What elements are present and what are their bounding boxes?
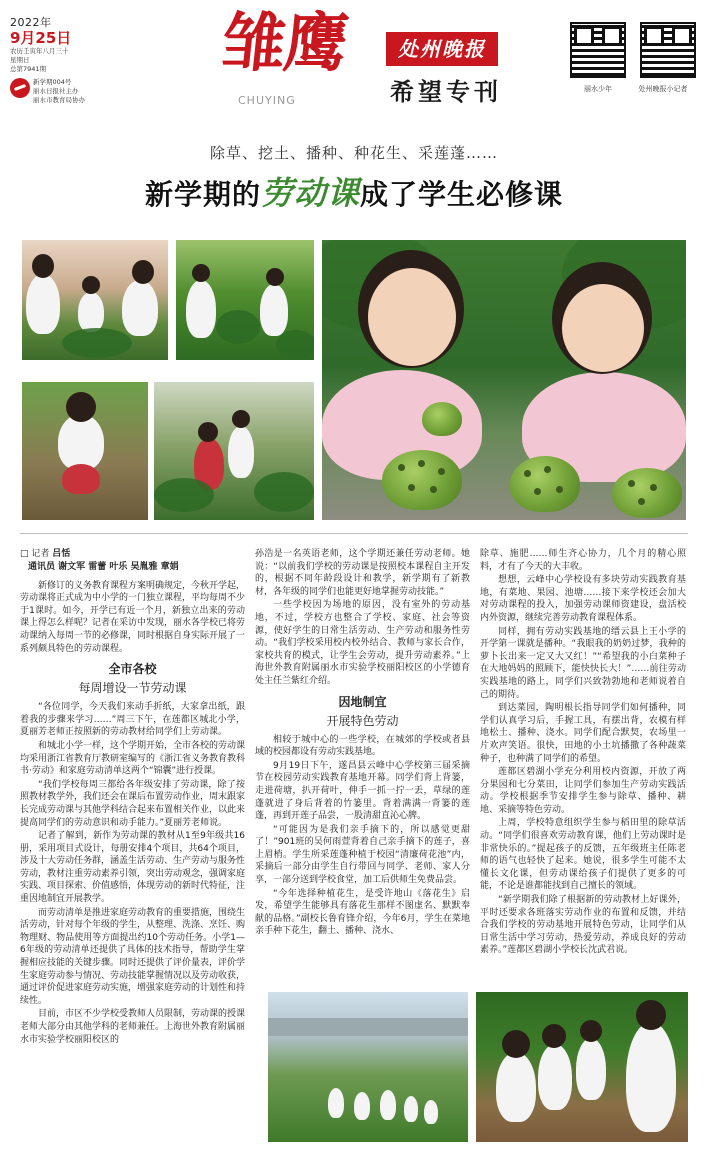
paragraph: 目前，市区不少学校受教师人员限制，劳动课的授课老师大部分由其他学科的老师兼任。上海世外教育附属丽水市实验学校丽阳校区的 — [20, 1009, 246, 1045]
headline-part: 成了学生必修课 — [360, 178, 564, 211]
paragraph: 想想，云峰中心学校设有多块劳动实践教育基地，有菜地、果园、池塘……接下来学校还会加大对劳动课程的投入，加强劳动课师资建设，盘活校内外资源，继续完善劳动教育课程体系。 — [480, 575, 686, 623]
paragraph: 9月19日下午，遂昌县云峰中心学校第三届采摘节在校园劳动实践教育基地开幕。同学们背上背篓，走进荷塘，扒开荷叶，伸手一抓一拧一丢，草绿的莲蓬就进了身后背着的竹篓里。背着满满一背篓的莲蓬，再到开莲子品尝，一股清甜直沁心脾。 — [255, 760, 470, 822]
correspondents: 通讯员 谢文军 雷蕾 叶乐 吴胤雅 章娟 — [28, 562, 179, 572]
paragraph: “我们学校每周三都给各年级安排了劳动课，除了按照教材教学外，我们还会在课后布置劳动作业，周末跟家长完成劳动课与其他学科结合起来布置相关作业，以此来提高同学们的劳动意识和动手能力。”夏丽芳老师说。 — [20, 779, 246, 828]
article-column-2 — [255, 548, 470, 939]
paragraph: “各位同学，今天我们来动手折纸，大家拿出纸，跟着我的步骤来学习……”周三下午，在莲都区城北小学，夏丽芳老师正按照新的劳动教材给同学们上劳动课。 — [20, 702, 245, 738]
article-column-1 — [20, 548, 245, 1047]
date-day: 9月25日 — [10, 29, 72, 47]
paragraph: “今年选择种植花生，是受许地山《落花生》启发，希望学生能够具有落花生那样不图虚名、默默奉献的品格。”副校长鲁育锋介绍，今年6月，学生在菜地亲手种下花生，翻土、播种、浇水、 — [255, 888, 470, 937]
paragraph: 而劳动清单是推进家庭劳动教育的重要措施，围绕生活劳动，针对每个年级的学生，从整理、洗涤、烹饪、购物理财、物品使用等方面提出约10个劳动任务。小学1—6年级的劳动清单还提供了具体的技术指导，帮助学生掌握相应技能的关键步骤。同时还提供了评价量表，评价学生家庭劳动参与情况、劳动技能掌握情况以及劳动收获，通过评价促进家庭劳动实施，增强家庭劳动的计划性和持续性。 — [20, 907, 246, 1006]
qr-code-icon[interactable] — [640, 22, 696, 78]
newspaper-logo-icon — [10, 78, 30, 98]
paragraph: 同样，拥有劳动实践基地的缙云县上王小学的开学第一课就是播种。“我眼我的奶奶过梦，我种的萝卜长出来一定又大又红！”“希望我的小白菜种子在大地妈妈的照顾下，能快快长大！”……前往劳动实践基地的路上，同学们兴致勃勃地和老师说着自己的期待。 — [480, 626, 686, 700]
subheading-line2: 开展特色劳动 — [326, 713, 399, 728]
paragraph: 相较于城中心的一些学校，在城郊的学校或者县域的校园都设有劳动实践基地。 — [255, 734, 470, 758]
date-year: 2022年 — [10, 16, 52, 29]
date-block — [10, 14, 118, 74]
paper-name-badge: 处州晚报 — [386, 32, 498, 66]
paragraph: “新学期我们除了根据新的劳动教材上好课外，平时还要求各班落实劳动作业的布置和反馈，并结合我们学校的劳动基地开展特色劳动，让同学们从日常生活中学习劳动，热爱劳动，养成良好的劳动素养。”莲都区碧湖小学校长沈武君说。 — [480, 895, 686, 956]
date-lunar: 农历壬寅年八月三十 — [10, 47, 69, 55]
reporter-name: 吕恬 — [52, 549, 71, 559]
brand-title: 雏鹰 — [218, 6, 350, 81]
paragraph: “可能因为是我们亲手摘下的，所以感觉更甜了！”901班的吴何雨萱背着自己亲手摘下的莲子，喜上眉梢。学生所采莲蓬种植于校园“清廉荷花池”内，采摘后一部分由学生自行带回与同学、老师、家人分享，一部分送到学校食堂，加工后供师生免费品尝。 — [255, 824, 470, 886]
page-title — [0, 168, 708, 214]
section-divider — [20, 533, 688, 534]
photo-teacher-kids — [476, 992, 688, 1142]
photo-boy-digging — [22, 382, 148, 520]
paragraph: 孙浩是一名英语老师，这个学期还兼任劳动老师。她说：“以前我们学校的劳动课是按照校本课程自主开发的，根据不同年龄段设计和教学，新学期有了新教材，各年级的同学们也能更好地掌握劳动技能。” — [255, 549, 470, 597]
qr-caption: 丽水少年 — [584, 85, 612, 93]
article-column-3 — [480, 548, 686, 958]
paragraph: 上周，学校特意组织学生参与稻田里的除草活动。“同学们很喜欢劳动教育课，他们上劳动课时是非常快乐的。”提起孩子的反馈，五年级班主任陈老师的语气也轻快了起来。她说，很多学生可能不太懂长文化课，但劳动课给孩子们提供了更多的可能，不论是谁都能找到自己擅长的领域。 — [480, 818, 686, 892]
photo-kids-lotus-pond — [154, 382, 314, 520]
byline — [20, 548, 245, 561]
paragraph: 和城北小学一样，这个学期开始，全市各校的劳动课均采用浙江省教育厅教研室编写的《浙江省义务教育教科书·劳动》和家庭劳动清单这两个“锦囊”进行授课。 — [20, 740, 246, 777]
headline-kicker: 除草、挖土、播种、种花生、采莲蓬…… — [209, 144, 498, 162]
photo-kids-weeding — [22, 240, 168, 360]
subheading: 因地制宜 — [338, 694, 387, 709]
qr-caption: 处州晚报小记者 — [638, 85, 688, 93]
org-block — [10, 78, 85, 105]
paragraph: 记者了解到，新作为劳动课的教材从1至9年级共16册，采用项目式设计，每册安排4个项目，共64个项目，涉及十大劳动任务群，涵盖生活劳动、生产劳动与服务性劳动，教材注重劳动素养引领，突出劳动观念，强调家庭实践、项目探索、价值感悟，体现劳动的新时代特征，注重因地制宜开展教学。 — [20, 831, 246, 905]
photo-kids-field — [176, 240, 314, 360]
paragraph: 到达菜园，陶明根长指导同学们如何播种，同学们认真学习后，手握工具，有摆出背，农模有样地松土、播种、浇水。同学们配合默契，农场里一片欢声笑语。很快，田地的小土坑播撒了各种蔬菜种子，也种满了同学们的希望。 — [480, 703, 686, 764]
special-edition-label: 希望专刊 — [390, 78, 502, 106]
photo-field-line — [268, 992, 468, 1142]
brand-english: CHUYING — [238, 94, 296, 107]
headline-part: 新学期的 — [144, 178, 261, 211]
paragraph: 新修订的义务教育课程方案明确规定，今秋开学起，劳动课将正式成为中小学的一门独立课程，平均每周不少于1课时。如今，开学已有近一个月，新独立出来的劳动课上得怎么样呢？记者在采访中发现，丽水各学校已将劳动课纳入每周一节的必修课，同时根据自身实际开展了一系列颇具特色的劳动课程。 — [20, 580, 246, 654]
subheading: 全市各校 — [108, 662, 157, 677]
paragraph: 莲都区碧湖小学充分利用校内资源，开放了两分果园和七分菜田，让同学们参加生产劳动实践活动。学校根据季节安排学生参与除草、播种、耕地、采摘等特色劳动。 — [480, 767, 686, 815]
photo-girls-lotus-seeds — [322, 240, 686, 520]
qr-code-icon[interactable] — [570, 22, 626, 78]
host-org: 丽水日报社主办 — [33, 87, 79, 95]
headline-accent: 劳动课 — [260, 174, 360, 212]
byline-label: □ 记者 — [20, 549, 50, 559]
paragraph: 除草、施肥……师生齐心协力，几个月的精心照料，才有了今天的大丰收。 — [480, 549, 686, 572]
date-weekday: 星期日 — [10, 56, 30, 64]
co-org: 丽水市教育局协办 — [33, 96, 85, 104]
paragraph: 一些学校因为场地的原因，没有室外的劳动基地，不过，学校方也整合了学校、家庭、社会等资源，使好学生的日常生活劳动、生产劳动和服务性劳动。“我们学校采用校内校外结合、教师与家长合作，家校共育的模式，让学生会劳动，提升劳动素养。”上海世外教育附属丽水市实验学校丽阳校区的小学德育处主任兰紫红介绍。 — [255, 600, 470, 686]
supplement-number: 新学期004号 — [33, 78, 72, 86]
subheading-line2: 每周增设一节劳动课 — [78, 681, 187, 696]
issue-number: 总第7941期 — [10, 65, 47, 73]
